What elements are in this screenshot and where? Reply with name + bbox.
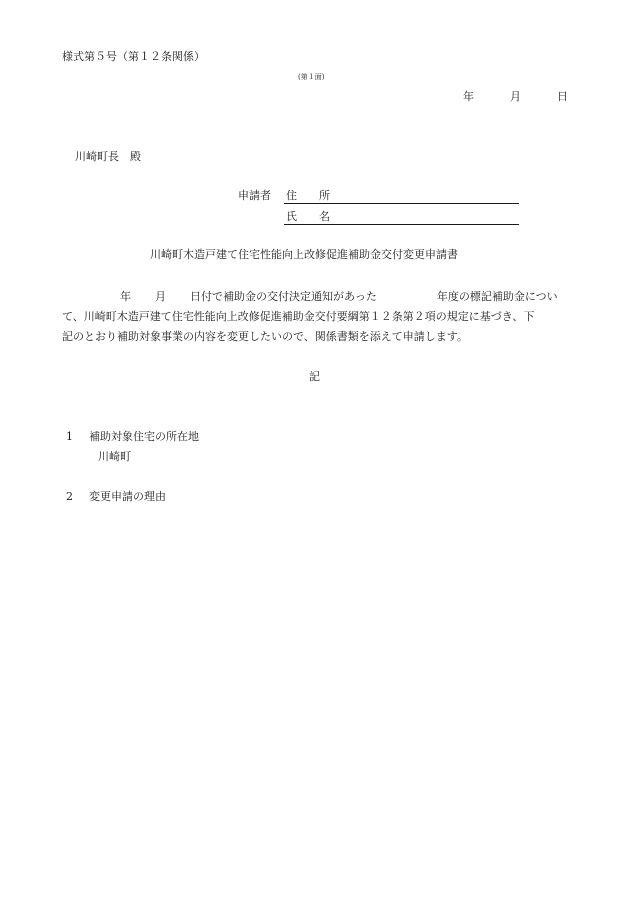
item-1-number: 1 [66, 430, 73, 443]
date-year: 年 [463, 90, 474, 103]
item-2-number: 2 [66, 490, 73, 503]
addressee: 川崎町長 殿 [75, 150, 141, 163]
date-day: 日 [557, 90, 568, 103]
applicant-label: 申請者 [238, 189, 271, 202]
document-title: 川崎町木造戸建て住宅性能向上改修促進補助金交付変更申請書 [150, 248, 458, 261]
body-line-2: て、川崎町木造戸建て住宅性能向上改修促進補助金交付要綱第１２条第２項の規定に基づき、下 [62, 310, 535, 323]
name-underline [284, 224, 519, 225]
date-month: 月 [510, 90, 521, 103]
item-2-label: 変更申請の理由 [89, 490, 166, 503]
address-label: 住 所 [286, 189, 330, 202]
body-year: 年 [120, 290, 131, 303]
body-tail: 年度の標記補助金につい [436, 290, 558, 303]
page-marker: (第１面) [298, 73, 325, 81]
address-underline [284, 203, 519, 204]
body-line-3: 記のとおり補助対象事業の内容を変更したいので、関係書類を添えて申請します。 [62, 330, 468, 343]
body-day-text: 日付で補助金の交付決定通知があった [190, 290, 377, 303]
ki-heading: 記 [309, 370, 320, 383]
body-month: 月 [155, 290, 166, 303]
item-1-value: 川崎町 [98, 450, 131, 463]
name-label: 氏 名 [286, 210, 330, 223]
body-line-1 [62, 287, 576, 307]
form-label: 様式第５号（第１２条関係） [62, 50, 205, 63]
body-paragraph [62, 287, 576, 347]
item-1-label: 補助対象住宅の所在地 [89, 430, 199, 443]
